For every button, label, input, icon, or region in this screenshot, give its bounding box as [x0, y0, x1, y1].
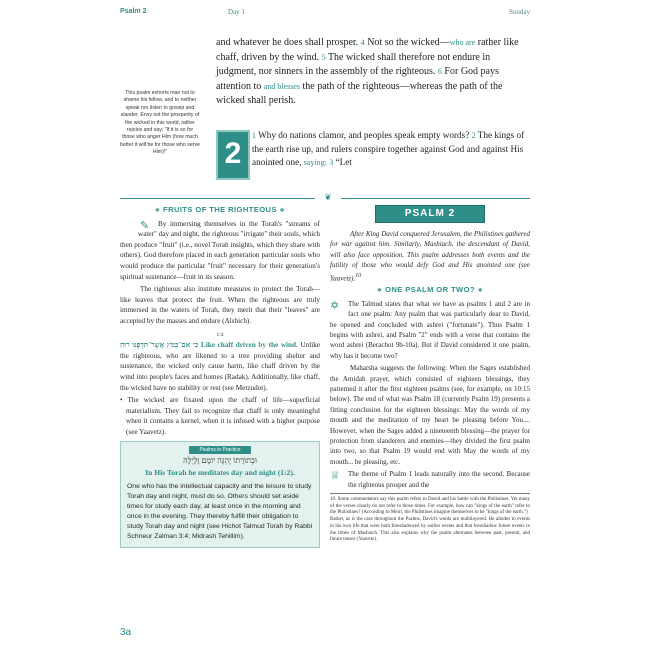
practice-body: One who has the intellectual capacity and the leisure to study Torah day and night, must do so. Others should set aside times for study each day, at least once in the morning and once in the evening. They thereby fulfill their obligation to study Torah day and night (see Hichot Talmud Torah by Rabbi Schneur Zalman 3:4; Midrash Tehillim). — [127, 482, 313, 540]
section-divider — [120, 192, 530, 202]
ornament-icon: ❖ — [376, 288, 383, 295]
verse-number: 4 — [360, 38, 365, 47]
intro-text: After King David conquered Jerusalem, the Philistines gathered for war against him. Similarly, Mashiach, the descendant of David, will also face opposition. This psalm addresses both events and the futility of those who would defy God and His anointed one (see Yaavetz). — [330, 230, 530, 282]
verse-number: 6 — [437, 67, 442, 76]
hebrew-lemma: כִּי אִם־כַּמֹּץ אֲשֶׁר־תִּדְּפֶנּוּ רוּחַ — [120, 341, 199, 350]
verse-text: The kings of the earth rise up, and rulers conspire together against God and against His anointed one, — [252, 130, 525, 167]
crown-icon: ♕ — [330, 470, 340, 483]
verse-number: 2 — [471, 131, 476, 140]
commentary-left-column — [120, 205, 320, 548]
gloss: and blesses — [263, 81, 300, 91]
hebrew-verse: וּבְתוֹרָתוֹ יֶהְגֶּה יוֹמָם וָלָיְלָה — [183, 456, 257, 466]
psalm-number-box: 2 — [216, 130, 250, 180]
practice-title — [127, 468, 313, 479]
header-psalm: Psalm 2 — [120, 8, 147, 15]
verse-number: 5 — [321, 52, 326, 62]
paragraph: The righteous also institute measures to protect the Torah—like leaves that protect the fruit. When the righteous are truly immersed in the waters of Torah, they merit that their "leaves" are accepted by the masses and endure (Alshich). — [120, 285, 320, 325]
title-text: FRUITS OF THE RIGHTEOUS — [163, 205, 277, 214]
line: and whatever he does shall prosper. — [216, 37, 359, 48]
paragraph-text: By immersing themselves in the Torah's "streams of water" day and night, the righteous "irrigate" their souls, which then produce "fruit" (i.e., novel Torah insights, which they share with others). God therefore placed in each generation particular souls who would produce the particular "fruit" necessary for their generation's spiritual sustenance—fruit in its season. — [120, 219, 320, 281]
ornament-icon: ❦ — [315, 191, 341, 203]
verse-reference: 1:4 — [216, 331, 224, 338]
footnote-ref: 10 — [355, 272, 362, 279]
paragraph — [120, 340, 320, 393]
practice-title-ref: (1:2). — [277, 468, 295, 478]
verse-text: rather like chaff, driven by the wind. — [216, 37, 519, 63]
verse-number: 1 — [252, 131, 256, 140]
psalms-in-practice-box — [120, 441, 320, 547]
verse-number: 3 — [329, 158, 334, 167]
paragraph — [120, 219, 320, 283]
gloss: saying: — [303, 158, 327, 167]
footnote: Rather, as is the case throughout the Psalms, David's words are multilayered. He alludes to events in his own life that were both foreshadowed by earlier events and that foreshadow future events in the times of Mashiach. This also explains why the psalm alternates between past, present, and future tenses (Yaavetz). — [330, 517, 530, 543]
header-day: Day 1 — [228, 8, 245, 16]
verse-text: For God pays attention to — [216, 66, 499, 92]
side-note: This psalm exhorts man not to shame his fellow, and to neither speak nor listen to gossip and slander. Envy not the prosperity of the wicked in this world, rather rejoice and say: "If it is so for those who anger Him (how much better it will be for those who serve Him)!" — [120, 90, 200, 156]
paragraph — [330, 299, 530, 361]
section-title — [120, 205, 320, 217]
quill-icon: ✎ — [140, 219, 150, 232]
header-weekday: Sunday — [509, 8, 530, 16]
english-lemma: Like chaff driven by the wind. — [200, 341, 298, 350]
verse-text: The wicked shall therefore not endure in judgment, nor sinners in the assembly of the righteous. — [216, 51, 491, 77]
paragraph-text: Unlike the righteous, who are likened to a tree providing shelter and sustenance, the wicked only cause harm, like chaff driven by the wind into people's faces and homes (Radak). Additionally, like chaff, the wicked have no stability or rest (see Metzudot). — [120, 341, 321, 392]
footnotes — [330, 493, 530, 544]
paragraph — [330, 469, 530, 490]
verse-text: the path of the righteous—whereas the path of the wicked shall perish. — [216, 80, 503, 106]
psalm2-opening — [252, 129, 530, 170]
practice-title-text: In His Torah he meditates day and night — [145, 468, 276, 478]
paragraph-text: The theme of Psalm 1 leads naturally into the second. Because the righteous prosper and the — [348, 470, 530, 489]
verse-text: “Let — [335, 157, 352, 167]
practice-tag: Psalms in Practice — [189, 446, 251, 454]
footnote: 10. Some commentators say this psalm refers to David and his battle with the Philistines. Yet many of the verses clearly do not refer to those times. For example, how can "kings of the earth" refer to the Philistines? (According to Meiri, the Philistines imagine themselves to be "kings of the earth.") — [330, 497, 530, 516]
running-header — [112, 8, 538, 22]
psalm1-continuation — [216, 36, 528, 109]
paragraph: Maharsha suggests the following: When the Sages established the Amidah prayer, which consisted of eighteen blessings, they patterned it after the first eighteen psalms (see, for example, on 10:15 below). The end of what was Psalm 18 (currently Psalm 19) presents a fitting conclusion for the eighteen blessings: May the words of my mouth and the meditation of my heart be pleasing before You.... However, when the Sages added a nineteenth blessing—the prayer for protection from slanderers and enemies—they divided the first psalm into two, so that Psalm 19 would end with May the words of my mouth... be pleasing, etc. — [330, 364, 530, 466]
scroll-icon: ✡ — [330, 299, 340, 312]
ornament-icon: ❖ — [154, 208, 161, 214]
psalm-banner: PSALM 2 — [375, 205, 485, 223]
page — [112, 0, 538, 650]
page-number: 3a — [120, 627, 132, 638]
bullet-paragraph: • The wicked are fixated upon the chaff of life—superficial materialism. They fail to recognize that chaff is only meaningful when it contains a kernel, when it is infused with a higher purpose (see Yaavetz). — [120, 396, 320, 436]
title-text: ONE PSALM OR TWO? — [385, 285, 475, 295]
verse-text: Not so the wicked— — [367, 37, 450, 48]
gloss: who are — [449, 38, 476, 47]
paragraph-text: The Talmud states that what we have as psalms 1 and 2 are in fact one psalm: Any psalm that was particularly dear to David, he opened and concluded with ashrei ("fortunate"). Thus Psalm 1 begins with ashrei, and Psalm "2" ends with a verse that contains the word ashrei (Berachot 9b-10a). But if David considered it one psalm, why has it become two? — [330, 299, 530, 360]
verse-text: Why do nations clamor, and peoples speak empty words? — [258, 130, 470, 140]
ornament-icon: ❖ — [477, 288, 484, 295]
ornament-icon: ❖ — [279, 208, 286, 214]
commentary-right-column — [330, 205, 530, 544]
intro-paragraph — [330, 229, 530, 283]
section-title — [330, 285, 530, 296]
